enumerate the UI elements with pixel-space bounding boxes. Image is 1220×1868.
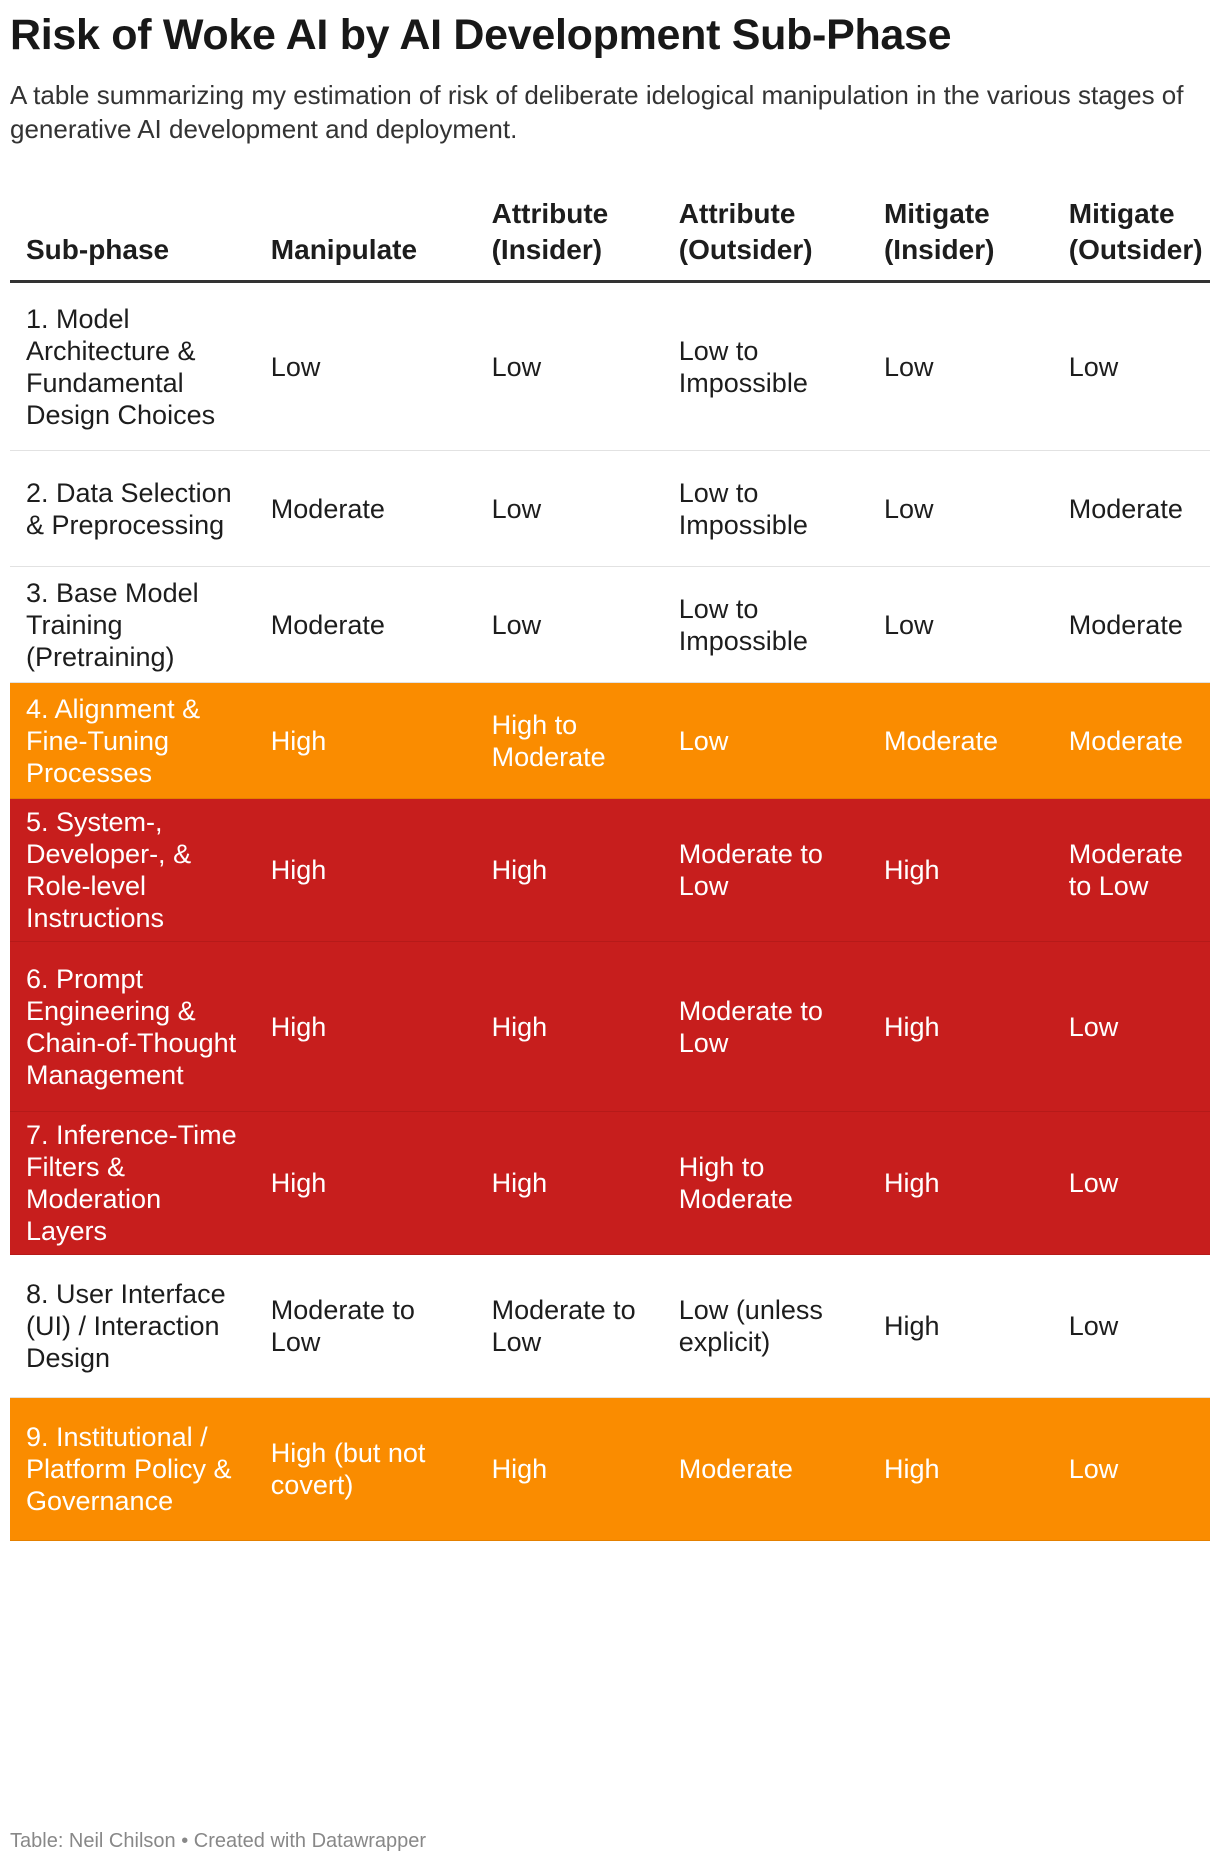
source-footer: Table: Neil Chilson • Created with Datawrapper	[10, 1830, 427, 1852]
cell-attribute-insider: Low	[476, 451, 663, 567]
cell-attribute-outsider: Low (unless explicit)	[663, 1255, 868, 1398]
table-row-1	[10, 282, 1210, 451]
cell-manipulate: High	[255, 942, 476, 1112]
risk-table	[10, 196, 1210, 1541]
cell-subphase: 9. Institutional / Platform Policy & Governance	[10, 1398, 255, 1541]
cell-attribute-insider: High	[476, 799, 663, 942]
cell-attribute-outsider: Low to Impossible	[663, 282, 868, 451]
page-subtitle: A table summarizing my estimation of risk of deliberate idelogical manipulation in the various stages of generative AI development and deployment.	[10, 80, 1184, 144]
cell-subphase: 3. Base Model Training (Pretraining)	[10, 567, 255, 683]
table-row-6	[10, 942, 1210, 1112]
cell-mitigate-insider: Low	[868, 567, 1053, 683]
table-row-3	[10, 567, 1210, 683]
cell-manipulate: Low	[255, 282, 476, 451]
cell-mitigate-outsider: Low	[1053, 1398, 1210, 1541]
column-header-mitigate-outsider[interactable]: Mitigate (Outsider)	[1053, 196, 1210, 282]
cell-manipulate: Moderate to Low	[255, 1255, 476, 1398]
table-row-9	[10, 1398, 1210, 1541]
column-header-mitigate-insider[interactable]: Mitigate (Insider)	[868, 196, 1053, 282]
cell-manipulate: High	[255, 1112, 476, 1255]
cell-attribute-outsider: Moderate to Low	[663, 799, 868, 942]
cell-mitigate-insider: High	[868, 1255, 1053, 1398]
cell-mitigate-insider: Low	[868, 282, 1053, 451]
cell-attribute-outsider: Low	[663, 683, 868, 799]
cell-mitigate-outsider: Moderate to Low	[1053, 799, 1210, 942]
cell-attribute-outsider: Low to Impossible	[663, 451, 868, 567]
cell-attribute-outsider: Moderate	[663, 1398, 868, 1541]
cell-subphase: 8. User Interface (UI) / Interaction Design	[10, 1255, 255, 1398]
cell-attribute-outsider: Low to Impossible	[663, 567, 868, 683]
column-header-subphase[interactable]: Sub-phase	[10, 196, 255, 282]
cell-mitigate-insider: Moderate	[868, 683, 1053, 799]
cell-mitigate-outsider: Low	[1053, 1112, 1210, 1255]
cell-mitigate-insider: High	[868, 1398, 1053, 1541]
table-row-2	[10, 451, 1210, 567]
cell-subphase: 4. Alignment & Fine-Tuning Processes	[10, 683, 255, 799]
table-row-4	[10, 683, 1210, 799]
cell-mitigate-outsider: Low	[1053, 1255, 1210, 1398]
cell-attribute-insider: Moderate to Low	[476, 1255, 663, 1398]
cell-mitigate-insider: High	[868, 942, 1053, 1112]
table-row-7	[10, 1112, 1210, 1255]
table-header-row	[10, 196, 1210, 282]
cell-attribute-insider: Low	[476, 567, 663, 683]
cell-manipulate: High	[255, 683, 476, 799]
cell-subphase: 7. Inference-Time Filters & Moderation Layers	[10, 1112, 255, 1255]
cell-mitigate-outsider: Low	[1053, 282, 1210, 451]
cell-attribute-outsider: High to Moderate	[663, 1112, 868, 1255]
cell-subphase: 2. Data Selection & Preprocessing	[10, 451, 255, 567]
table-row-5	[10, 799, 1210, 942]
column-header-attribute-insider[interactable]: Attribute (Insider)	[476, 196, 663, 282]
cell-attribute-insider: High	[476, 942, 663, 1112]
page-title: Risk of Woke AI by AI Development Sub-Phase	[10, 11, 952, 59]
cell-subphase: 6. Prompt Engineering & Chain-of-Thought Management	[10, 942, 255, 1112]
cell-manipulate: Moderate	[255, 451, 476, 567]
cell-mitigate-outsider: Moderate	[1053, 567, 1210, 683]
column-header-manipulate[interactable]: Manipulate	[255, 196, 476, 282]
cell-subphase: 1. Model Architecture & Fundamental Design Choices	[10, 282, 255, 451]
cell-attribute-insider: High	[476, 1398, 663, 1541]
cell-attribute-outsider: Moderate to Low	[663, 942, 868, 1112]
column-header-attribute-outsider[interactable]: Attribute (Outsider)	[663, 196, 868, 282]
cell-mitigate-outsider: Moderate	[1053, 683, 1210, 799]
cell-attribute-insider: High	[476, 1112, 663, 1255]
cell-attribute-insider: Low	[476, 282, 663, 451]
table-row-8	[10, 1255, 1210, 1398]
cell-manipulate: High	[255, 799, 476, 942]
cell-mitigate-outsider: Low	[1053, 942, 1210, 1112]
cell-attribute-insider: High to Moderate	[476, 683, 663, 799]
cell-manipulate: Moderate	[255, 567, 476, 683]
cell-subphase: 5. System-, Developer-, & Role-level Instructions	[10, 799, 255, 942]
cell-mitigate-insider: High	[868, 1112, 1053, 1255]
cell-mitigate-outsider: Moderate	[1053, 451, 1210, 567]
cell-mitigate-insider: Low	[868, 451, 1053, 567]
cell-manipulate: High (but not covert)	[255, 1398, 476, 1541]
cell-mitigate-insider: High	[868, 799, 1053, 942]
